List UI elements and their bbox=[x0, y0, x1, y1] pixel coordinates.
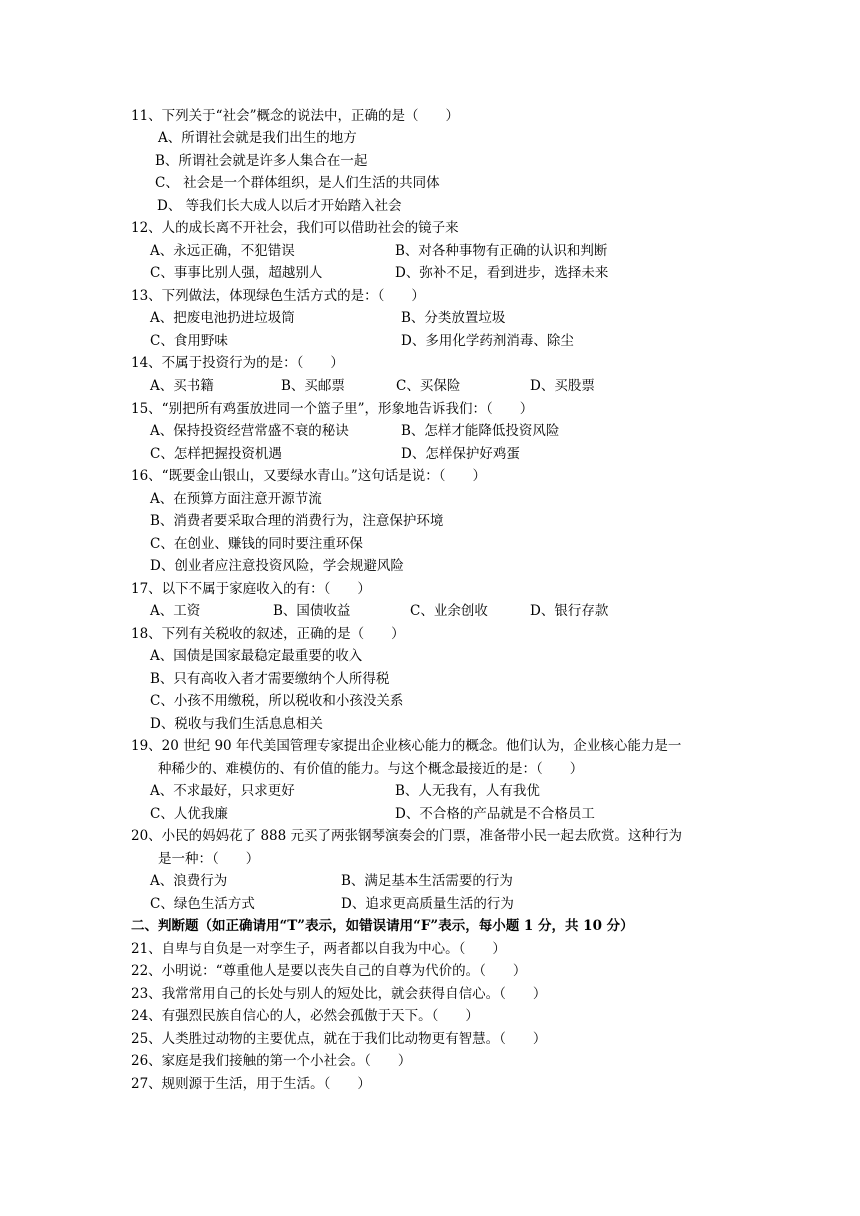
q13-option-b: B、分类放置垃圾 bbox=[401, 310, 506, 326]
q11-option-b: B、所谓社会就是许多人集合在一起 bbox=[155, 153, 368, 169]
judgment-item-23: 23、我常常用自己的长处与别人的短处比，就会获得自信心。（ ） bbox=[131, 986, 547, 1002]
q20-stem-line1: 20、小民的妈妈花了 888 元买了两张钢琴演奏会的门票，准备带小民一起去欣赏。这种行为 bbox=[131, 828, 683, 844]
q14-option-b: B、买邮票 bbox=[281, 378, 345, 394]
q16-option-a: A、在预算方面注意开源节流 bbox=[150, 491, 322, 507]
q17-option-b: B、国债收益 bbox=[273, 603, 351, 619]
q18-option-c: C、小孩不用缴税，所以税收和小孩没关系 bbox=[150, 693, 404, 709]
judgment-item-25: 25、人类胜过动物的主要优点，就在于我们比动物更有智慧。（ ） bbox=[131, 1031, 547, 1047]
q20-option-d: D、追求更高质量生活的行为 bbox=[341, 896, 514, 912]
q15-option-c: C、怎样把握投资机遇 bbox=[150, 446, 282, 462]
q15-option-d: D、怎样保护好鸡蛋 bbox=[401, 446, 520, 462]
q12-option-b: B、对各种事物有正确的认识和判断 bbox=[395, 243, 608, 259]
q17-option-a: A、工资 bbox=[150, 603, 201, 619]
q14-option-d: D、买股票 bbox=[530, 378, 595, 394]
q13-stem: 13、下列做法，体现绿色生活方式的是：（ ） bbox=[131, 288, 425, 304]
q14-option-c: C、买保险 bbox=[396, 378, 461, 394]
q19-option-b: B、人无我有，人有我优 bbox=[395, 783, 540, 799]
q12-option-c: C、事事比别人强，超越别人 bbox=[150, 265, 323, 281]
q18-option-a: A、国债是国家最稳定最重要的收入 bbox=[150, 648, 363, 664]
q11-option-d: D、 等我们长大成人以后才开始踏入社会 bbox=[157, 198, 402, 214]
q16-option-c: C、在创业、赚钱的同时要注重环保 bbox=[150, 536, 363, 552]
q18-option-d: D、税收与我们生活息息相关 bbox=[150, 716, 323, 732]
q19-stem-line2: 种稀少的、难模仿的、有价值的能力。与这个概念最接近的是：（ ） bbox=[158, 761, 584, 777]
q13-option-c: C、食用野味 bbox=[150, 333, 228, 349]
q15-option-a: A、保持投资经营常盛不衰的秘诀 bbox=[150, 423, 349, 439]
q12-option-d: D、弥补不足，看到进步，选择未来 bbox=[395, 265, 609, 281]
q19-option-a: A、不求最好，只求更好 bbox=[150, 783, 295, 799]
q18-option-b: B、只有高收入者才需要缴纳个人所得税 bbox=[150, 671, 390, 687]
q11-option-a: A、所谓社会就是我们出生的地方 bbox=[158, 130, 357, 146]
q20-stem-line2: 是一种：（ ） bbox=[158, 851, 260, 867]
q12-option-a: A、永远正确，不犯错误 bbox=[150, 243, 295, 259]
q18-stem: 18、下列有关税收的叙述，正确的是（ ） bbox=[131, 626, 405, 642]
q13-option-a: A、把废电池扔进垃圾筒 bbox=[150, 310, 295, 326]
q20-option-b: B、满足基本生活需要的行为 bbox=[341, 873, 513, 889]
q16-option-b: B、消费者要采取合理的消费行为，注意保护环境 bbox=[150, 513, 444, 529]
q11-option-c: C、 社会是一个群体组织，是人们生活的共同体 bbox=[155, 175, 440, 191]
q13-option-d: D、多用化学药剂消毒、除尘 bbox=[401, 333, 574, 349]
q17-option-c: C、业余创收 bbox=[410, 603, 488, 619]
q19-option-d: D、不合格的产品就是不合格员工 bbox=[395, 806, 595, 822]
q14-stem: 14、不属于投资行为的是：（ ） bbox=[131, 355, 344, 371]
section2-heading: 二、判断题（如正确请用“T”表示，如错误请用“F”表示，每小题 1 分，共 10 分） bbox=[131, 918, 634, 934]
judgment-item-22: 22、小明说：“尊重他人是要以丧失自己的自尊为代价的。（ ） bbox=[131, 963, 527, 979]
q11-stem: 11、下列关于“社会”概念的说法中，正确的是（ ） bbox=[131, 108, 459, 124]
q19-stem-line1: 19、20 世纪 90 年代美国管理专家提出企业核心能力的概念。他们认为，企业核心能力是一 bbox=[131, 738, 682, 754]
q12-stem: 12、人的成长离不开社会，我们可以借助社会的镜子来 bbox=[131, 220, 459, 236]
q15-option-b: B、怎样才能降低投资风险 bbox=[401, 423, 560, 439]
q15-stem: 15、“别把所有鸡蛋放进同一个篮子里”，形象地告诉我们：（ ） bbox=[131, 401, 534, 417]
q20-option-a: A、浪费行为 bbox=[150, 873, 228, 889]
q14-option-a: A、买书籍 bbox=[150, 378, 214, 394]
judgment-item-21: 21、自卑与自负是一对孪生子，两者都以自我为中心。（ ） bbox=[131, 941, 506, 957]
q19-option-c: C、人优我廉 bbox=[150, 806, 228, 822]
q16-option-d: D、创业者应注意投资风险，学会规避风险 bbox=[150, 558, 404, 574]
judgment-item-27: 27、规则源于生活，用于生活。（ ） bbox=[131, 1076, 371, 1092]
judgment-item-26: 26、家庭是我们接触的第一个小社会。（ ） bbox=[131, 1053, 412, 1069]
q17-option-d: D、银行存款 bbox=[530, 603, 609, 619]
q16-stem: 16、“既要金山银山，又要绿水青山。”这句话是说：（ ） bbox=[131, 468, 486, 484]
judgment-item-24: 24、有强烈民族自信心的人，必然会孤傲于天下。（ ） bbox=[131, 1008, 479, 1024]
q20-option-c: C、绿色生活方式 bbox=[150, 896, 255, 912]
q17-stem: 17、以下不属于家庭收入的有：（ ） bbox=[131, 581, 371, 597]
